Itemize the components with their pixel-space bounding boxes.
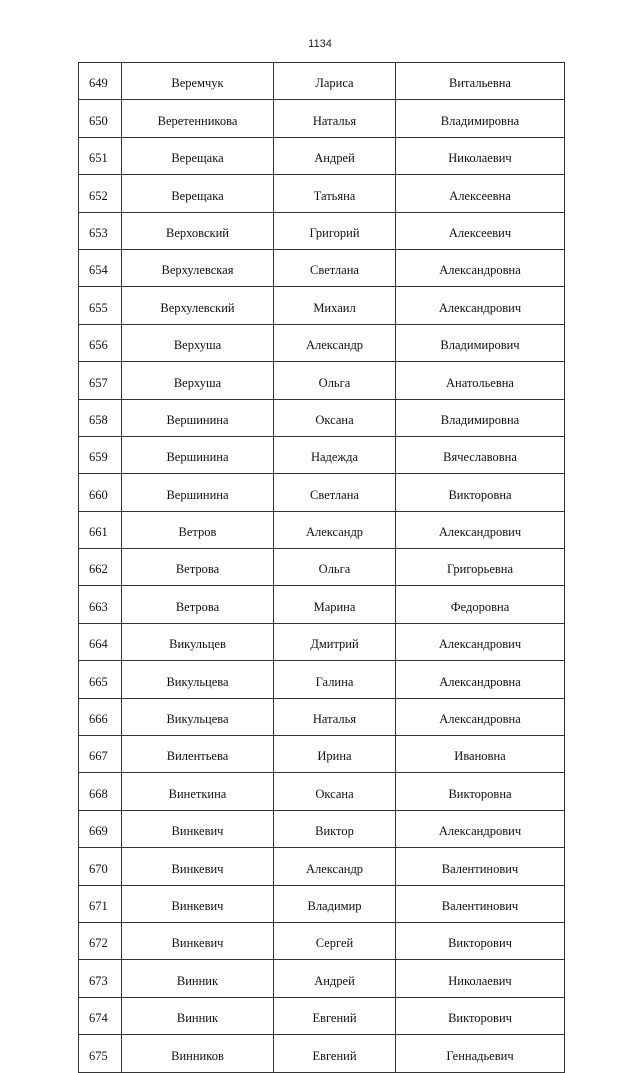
table-row — [79, 324, 565, 361]
patronymic-cell: Вячеславовна — [396, 436, 565, 473]
row-number: 666 — [79, 698, 122, 735]
patronymic-cell: Александровна — [396, 698, 565, 735]
table-row — [79, 698, 565, 735]
surname-cell: Ветрова — [122, 549, 274, 586]
surname-cell: Верховский — [122, 212, 274, 249]
patronymic-cell: Витальевна — [396, 63, 565, 100]
row-number: 673 — [79, 960, 122, 997]
surname-cell: Винкевич — [122, 885, 274, 922]
table-row — [79, 549, 565, 586]
table-row — [79, 848, 565, 885]
first-name-cell: Андрей — [274, 137, 396, 174]
row-number: 671 — [79, 885, 122, 922]
first-name-cell: Евгений — [274, 997, 396, 1034]
surname-cell: Верхуша — [122, 362, 274, 399]
surname-cell: Верхулевский — [122, 287, 274, 324]
patronymic-cell: Викторович — [396, 922, 565, 959]
patronymic-cell: Анатольевна — [396, 362, 565, 399]
surname-cell: Ветрова — [122, 586, 274, 623]
surname-cell: Веретенникова — [122, 100, 274, 137]
row-number: 650 — [79, 100, 122, 137]
surname-cell: Верхулевская — [122, 249, 274, 286]
surname-cell: Винкевич — [122, 810, 274, 847]
row-number: 675 — [79, 1035, 122, 1072]
row-number: 655 — [79, 287, 122, 324]
row-number: 654 — [79, 249, 122, 286]
patronymic-cell: Викторовна — [396, 474, 565, 511]
first-name-cell: Татьяна — [274, 175, 396, 212]
surname-cell: Ветров — [122, 511, 274, 548]
first-name-cell: Александр — [274, 511, 396, 548]
patronymic-cell: Александровна — [396, 249, 565, 286]
surname-cell: Викульцева — [122, 698, 274, 735]
first-name-cell: Марина — [274, 586, 396, 623]
row-number: 663 — [79, 586, 122, 623]
patronymic-cell: Александрович — [396, 287, 565, 324]
row-number: 660 — [79, 474, 122, 511]
first-name-cell: Надежда — [274, 436, 396, 473]
surname-cell: Верхуша — [122, 324, 274, 361]
row-number: 662 — [79, 549, 122, 586]
first-name-cell: Михаил — [274, 287, 396, 324]
row-number: 653 — [79, 212, 122, 249]
first-name-cell: Виктор — [274, 810, 396, 847]
table-row — [79, 773, 565, 810]
first-name-cell: Евгений — [274, 1035, 396, 1072]
surname-cell: Веремчук — [122, 63, 274, 100]
row-number: 649 — [79, 63, 122, 100]
row-number: 668 — [79, 773, 122, 810]
table-row — [79, 100, 565, 137]
row-number: 667 — [79, 736, 122, 773]
table-row — [79, 287, 565, 324]
table-row — [79, 960, 565, 997]
patronymic-cell: Владимировна — [396, 399, 565, 436]
first-name-cell: Светлана — [274, 249, 396, 286]
first-name-cell: Сергей — [274, 922, 396, 959]
table-row — [79, 249, 565, 286]
row-number: 670 — [79, 848, 122, 885]
surname-cell: Винеткина — [122, 773, 274, 810]
patronymic-cell: Викторович — [396, 997, 565, 1034]
surname-cell: Винников — [122, 1035, 274, 1072]
table-row — [79, 922, 565, 959]
table-row — [79, 623, 565, 660]
patronymic-cell: Викторовна — [396, 773, 565, 810]
patronymic-cell: Федоровна — [396, 586, 565, 623]
patronymic-cell: Геннадьевич — [396, 1035, 565, 1072]
patronymic-cell: Николаевич — [396, 960, 565, 997]
surname-cell: Верещака — [122, 175, 274, 212]
surname-cell: Вершинина — [122, 436, 274, 473]
table-row — [79, 63, 565, 100]
first-name-cell: Андрей — [274, 960, 396, 997]
table-row — [79, 175, 565, 212]
surname-cell: Викульцева — [122, 661, 274, 698]
table-row — [79, 810, 565, 847]
first-name-cell: Наталья — [274, 698, 396, 735]
patronymic-cell: Григорьевна — [396, 549, 565, 586]
first-name-cell: Ирина — [274, 736, 396, 773]
row-number: 656 — [79, 324, 122, 361]
surname-cell: Вершинина — [122, 399, 274, 436]
table-row — [79, 362, 565, 399]
surname-cell: Верещака — [122, 137, 274, 174]
first-name-cell: Ольга — [274, 549, 396, 586]
patronymic-cell: Александровна — [396, 661, 565, 698]
surname-cell: Винник — [122, 960, 274, 997]
first-name-cell: Григорий — [274, 212, 396, 249]
table-row — [79, 212, 565, 249]
patronymic-cell: Николаевич — [396, 137, 565, 174]
table-row — [79, 399, 565, 436]
patronymic-cell: Александрович — [396, 511, 565, 548]
first-name-cell: Светлана — [274, 474, 396, 511]
surname-cell: Винник — [122, 997, 274, 1034]
patronymic-cell: Владимирович — [396, 324, 565, 361]
row-number: 657 — [79, 362, 122, 399]
row-number: 651 — [79, 137, 122, 174]
first-name-cell: Александр — [274, 848, 396, 885]
table-row — [79, 436, 565, 473]
first-name-cell: Дмитрий — [274, 623, 396, 660]
row-number: 658 — [79, 399, 122, 436]
row-number: 665 — [79, 661, 122, 698]
row-number: 661 — [79, 511, 122, 548]
first-name-cell: Лариса — [274, 63, 396, 100]
patronymic-cell: Алексеевич — [396, 212, 565, 249]
roster-table — [78, 62, 565, 1073]
row-number: 672 — [79, 922, 122, 959]
first-name-cell: Наталья — [274, 100, 396, 137]
surname-cell: Винкевич — [122, 848, 274, 885]
patronymic-cell: Валентинович — [396, 848, 565, 885]
table-row — [79, 885, 565, 922]
row-number: 669 — [79, 810, 122, 847]
row-number: 674 — [79, 997, 122, 1034]
table-row — [79, 474, 565, 511]
surname-cell: Викульцев — [122, 623, 274, 660]
table-row — [79, 661, 565, 698]
table-row — [79, 511, 565, 548]
surname-cell: Вилентьева — [122, 736, 274, 773]
patronymic-cell: Александрович — [396, 623, 565, 660]
patronymic-cell: Алексеевна — [396, 175, 565, 212]
first-name-cell: Владимир — [274, 885, 396, 922]
first-name-cell: Александр — [274, 324, 396, 361]
patronymic-cell: Владимировна — [396, 100, 565, 137]
patronymic-cell: Валентинович — [396, 885, 565, 922]
surname-cell: Вершинина — [122, 474, 274, 511]
first-name-cell: Ольга — [274, 362, 396, 399]
patronymic-cell: Ивановна — [396, 736, 565, 773]
row-number: 652 — [79, 175, 122, 212]
table-row — [79, 586, 565, 623]
row-number: 664 — [79, 623, 122, 660]
page-number: 1134 — [308, 38, 332, 50]
table-row — [79, 1035, 565, 1072]
roster-body — [79, 63, 565, 1073]
first-name-cell: Оксана — [274, 773, 396, 810]
row-number: 659 — [79, 436, 122, 473]
first-name-cell: Галина — [274, 661, 396, 698]
patronymic-cell: Александрович — [396, 810, 565, 847]
first-name-cell: Оксана — [274, 399, 396, 436]
table-row — [79, 736, 565, 773]
surname-cell: Винкевич — [122, 922, 274, 959]
table-row — [79, 997, 565, 1034]
table-row — [79, 137, 565, 174]
